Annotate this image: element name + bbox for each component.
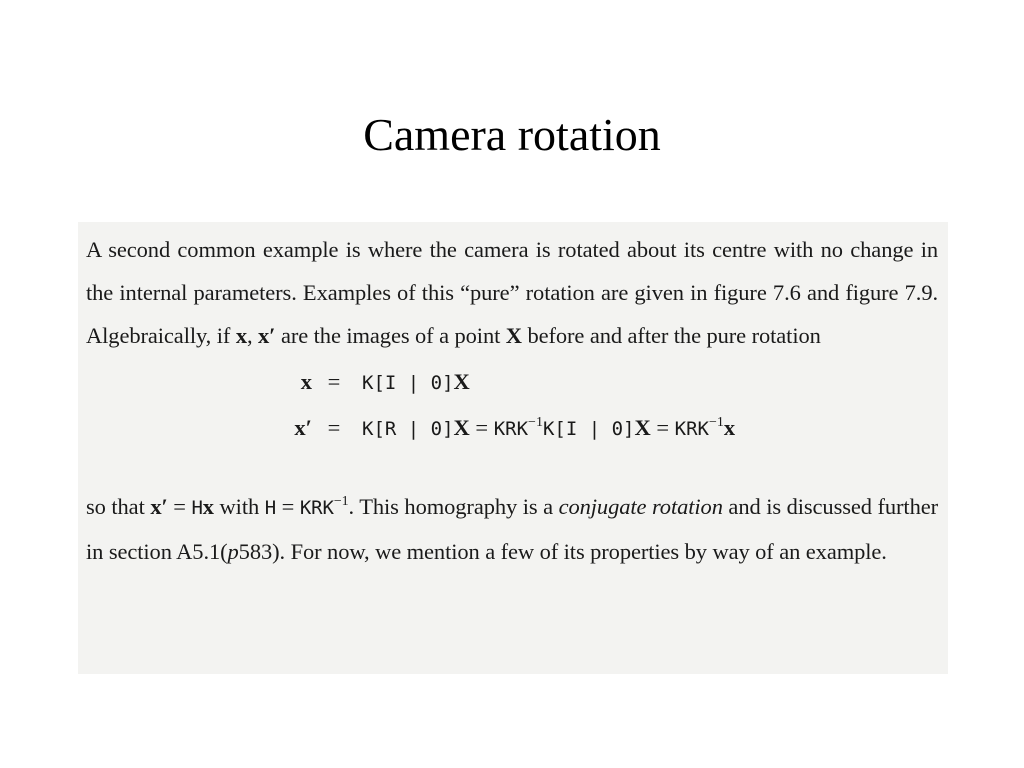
text: 583). For now, we mention a few of its properties by way of an example.	[238, 539, 887, 564]
eq-lhs: x	[300, 369, 312, 394]
text: so that	[86, 494, 151, 519]
text: before and after the pure rotation	[521, 323, 821, 348]
math-K-R-0: K[R | 0]	[362, 418, 454, 440]
math-X: X	[505, 323, 522, 348]
math-inverse-sup: −1	[333, 494, 349, 509]
math-X: X	[453, 369, 470, 394]
text: =	[276, 494, 300, 519]
text: . This homography is a	[348, 494, 559, 519]
math-x: x	[723, 415, 736, 440]
text: and is discussed further in section A5.1(	[86, 494, 939, 564]
math-X: X	[453, 415, 470, 440]
term-conjugate-rotation: conjugate rotation	[558, 494, 723, 519]
equation-row-1	[86, 369, 936, 413]
text: ,	[246, 323, 259, 348]
eq-rhs	[362, 415, 735, 441]
eq-rhs	[362, 369, 470, 395]
text: =	[167, 494, 192, 519]
math-equals: =	[650, 415, 675, 440]
math-x: x	[235, 323, 247, 348]
paragraph-conclusion	[86, 485, 938, 573]
math-x-prime: x′	[258, 323, 276, 348]
book-excerpt-image	[78, 222, 948, 674]
text: with	[213, 494, 265, 519]
equation-row-2	[86, 415, 936, 459]
math-x: x	[202, 494, 214, 519]
text: are the images of a point	[275, 323, 506, 348]
eq-operator: =	[327, 415, 341, 440]
math-equals: =	[469, 415, 494, 440]
paragraph-intro	[86, 228, 938, 357]
math-H: H	[191, 497, 203, 519]
page-prefix: p	[227, 539, 239, 564]
eq-lhs: x′	[294, 415, 312, 440]
math-K-I-0: K[I | 0]	[542, 418, 635, 440]
math-X: X	[634, 415, 651, 440]
eq-operator: =	[327, 369, 341, 394]
math-inverse-sup: −1	[528, 415, 543, 430]
math-K-I-0: K[I | 0]	[362, 372, 454, 394]
equation-block	[86, 365, 938, 485]
math-H: H	[264, 497, 277, 519]
math-KRK: KRK	[299, 497, 334, 519]
text: A second common example is where the camera is rotated about its centre with no change in the internal parameters. Examples of this “pure” rotation are given in figure 7.6 and figure 7.9. Algebraically, if	[86, 237, 938, 348]
slide-title: Camera rotation	[363, 109, 661, 160]
math-KRK: KRK	[493, 418, 529, 440]
math-inverse-sup: −1	[709, 415, 724, 430]
math-KRK: KRK	[674, 418, 709, 440]
math-x-prime: x′	[150, 494, 168, 519]
